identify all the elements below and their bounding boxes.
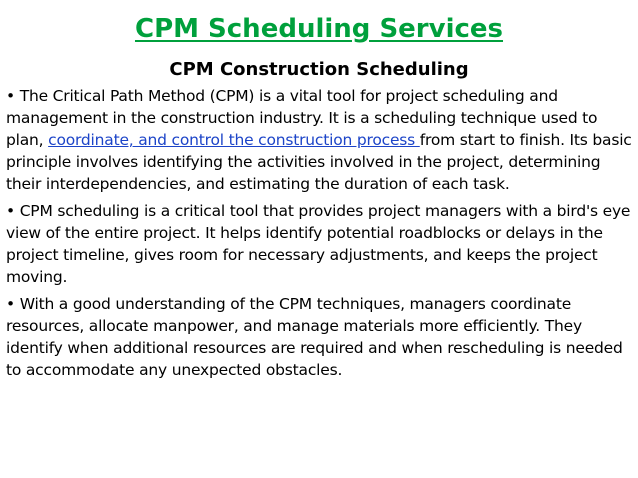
bullet-1: • (6, 87, 15, 105)
slide-subtitle: CPM Construction Scheduling (169, 59, 469, 80)
construction-control-link[interactable]: coordinate, and control the construction process (48, 131, 420, 149)
slide-title: CPM Scheduling Services (134, 14, 504, 44)
paragraph-3-text: With a good understanding of the CPM techniques, managers coordinate resources, allocate manpower, and manage materials more efficiently. They identify when additional resources are required and when rescheduling is needed to accommodate any unexpected obstacles. (6, 295, 623, 379)
bullet-2: • (6, 202, 15, 220)
paragraph-3 (6, 293, 632, 381)
paragraph-1-text-before-link: The Critical Path Method (CPM) is a vital tool for project scheduling and management in the construction industry. It is a scheduling technique used to plan, (6, 87, 598, 149)
paragraph-1-text-after-link: from start to finish. Its basic principle involves identifying the activities involved in the project, determining their interdependencies, and estimating the duration of each task. (6, 131, 632, 193)
paragraph-1 (6, 85, 632, 195)
paragraph-2-text: CPM scheduling is a critical tool that provides project managers with a bird's eye view of the entire project. It helps identify potential roadblocks or delays in the project timeline, gives room for necessary adjustments, and keeps the project moving. (6, 202, 631, 286)
bullet-3: • (6, 295, 15, 313)
paragraph-2 (6, 200, 632, 288)
